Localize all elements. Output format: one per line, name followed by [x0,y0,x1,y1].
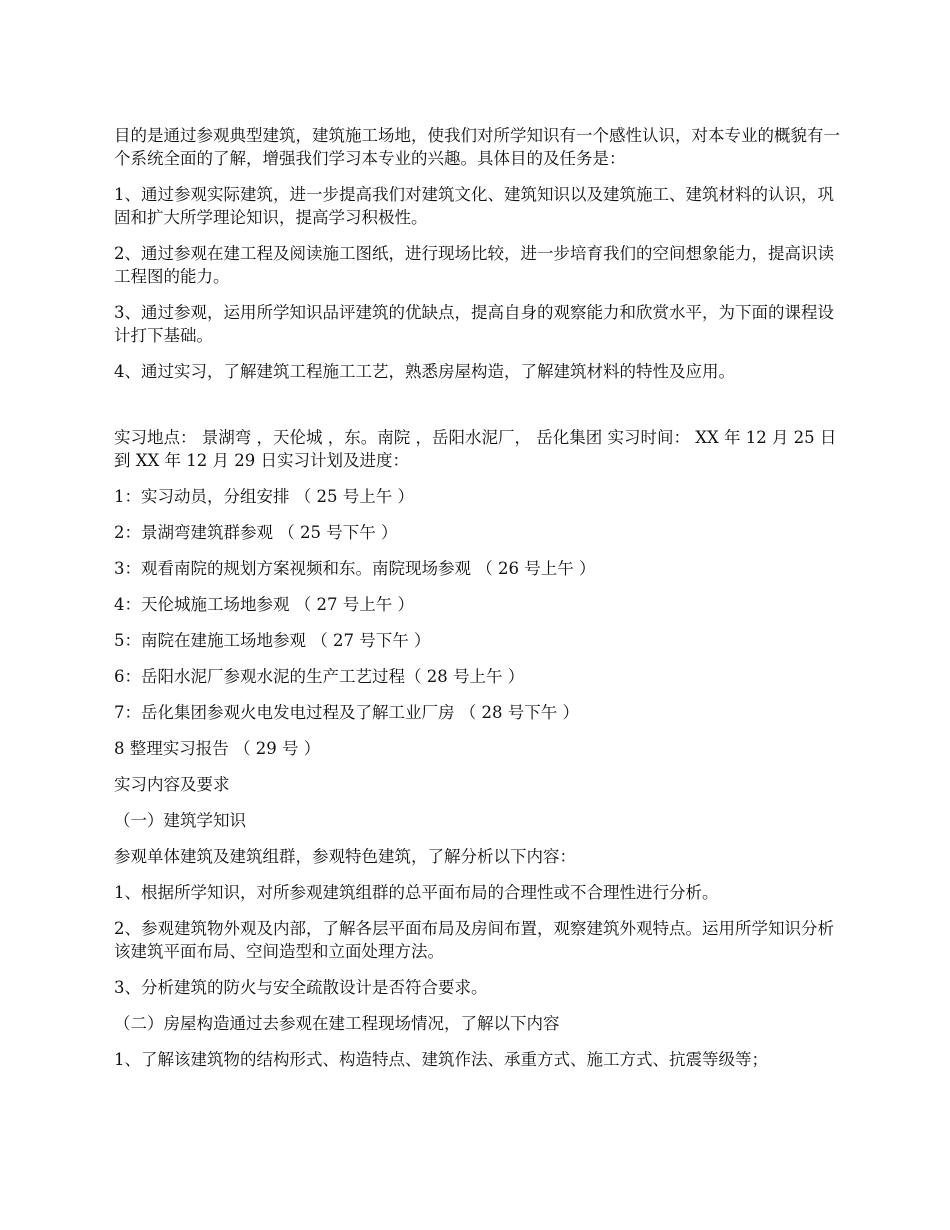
section2-item-1: 1、了解该建筑物的结构形式、构造特点、建筑作法、承重方式、施工方式、抗震等级等； [114,1050,768,1069]
purpose-item-3: 3、通过参观，运用所学知识品评建筑的优缺点，提高自身的观察能力和欣赏水平，为下面的课程设计打下基础。 [114,303,834,345]
schedule-item-6: 6：岳阳水泥厂参观水泥的生产工艺过程（ 28 号上午 ） [114,667,525,686]
purpose-item-4: 4、通过实习，了解建筑工程施工工艺，熟悉房屋构造，了解建筑材料的特性及应用。 [114,362,735,381]
schedule-item-7: 7：岳化集团参观火电发电过程及了解工业厂房 （ 28 号下午 ） [114,703,579,722]
schedule-item-4: 4：天伦城施工场地参观 （ 27 号上午 ） [114,595,414,614]
schedule-item-8: 8 整理实习报告 （ 29 号 ） [114,739,321,758]
section1-item-1: 1、根据所学知识，对所参观建筑组群的总平面布局的合理性或不合理性进行分析。 [114,883,719,902]
schedule-item-2: 2：景湖弯建筑群参观 （ 25 号下午 ） [114,523,398,542]
schedule-item-3: 3：观看南院的规划方案视频和东。南院现场参观 （ 26 号上午 ） [114,559,596,578]
document-page [114,124,840,1084]
schedule-item-1: 1：实习动员，分组安排 （ 25 号上午 ） [114,487,414,506]
section-spacer [114,396,840,426]
section1-lead: 参观单体建筑及建筑组群，参观特色建筑，了解分析以下内容： [114,847,576,866]
purpose-item-1: 1、通过参观实际建筑，进一步提高我们对建筑文化、建筑知识以及建筑施工、建筑材料的认识，巩固和扩大所学理论知识，提高学习积极性。 [114,185,834,227]
location-time-paragraph: 实习地点： 景湖弯 ，天伦城 ，东。南院 ，岳阳水泥厂， 岳化集团 实习时间： XX 年 12 月 25 日到 XX 年 12 月 29 日实习计划及进度： [114,428,837,470]
section1-item-2: 2、参观建筑物外观及内部，了解各层平面布局及房间布置，观察建筑外观特点。运用所学知识分析该建筑平面布局、空间造型和立面处理方法。 [114,919,834,961]
purpose-paragraph: 目的是通过参观典型建筑，建筑施工场地，使我们对所学知识有一个感性认识，对本专业的概貌有一个系统全面的了解，增强我们学习本专业的兴趣。具体目的及任务是： [114,126,840,168]
content-heading: 实习内容及要求 [114,775,230,794]
purpose-item-2: 2、通过参观在建工程及阅读施工图纸，进行现场比较，进一步培育我们的空间想象能力，提高识读工程图的能力。 [114,244,834,286]
section2-title: （二）房屋构造通过去参观在建工程现场情况，了解以下内容 [114,1014,560,1033]
section1-title: （一）建筑学知识 [114,811,246,830]
schedule-item-5: 5：南院在建施工场地参观 （ 27 号下午 ） [114,631,431,650]
section1-item-3: 3、分析建筑的防火与安全疏散设计是否符合要求。 [114,978,488,997]
